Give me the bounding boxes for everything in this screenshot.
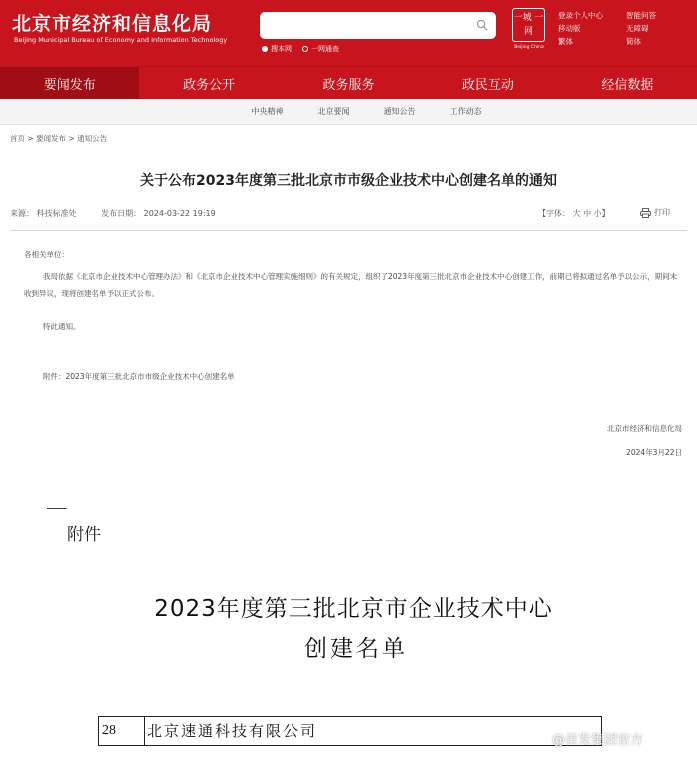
- attachment-doc-subtitle: 创建名单: [304, 636, 408, 662]
- attachment-doc-title: 2023年度第三批北京市企业技术中心: [154, 596, 553, 622]
- search-scope-options: [262, 44, 339, 54]
- article-closing: 特此通知。: [43, 322, 81, 331]
- site-logo-en: Beijing Municipal Bureau of Economy and Information Technology: [14, 36, 228, 44]
- article-paragraph: 我局依据《北京市企业技术中心管理办法》和《北京市企业技术中心管理实施细则》的有关规定，组织了2023年度第三批北京市企业技术中心创建工作，前期已将拟通过名单予以公示，期间未收到异议，现将创建名单予以正式公布。: [24, 272, 678, 298]
- table-row: [98, 716, 602, 746]
- table-cell-number: 28: [99, 717, 145, 745]
- nav-item-services[interactable]: 政务服务: [322, 77, 375, 93]
- printer-icon: [640, 208, 651, 218]
- breadcrumb[interactable]: 首页 > 要闻发布 > 通知公告: [10, 134, 108, 143]
- signature-org: 北京市经济和信息化局: [607, 424, 682, 433]
- attachment-link[interactable]: 附件：2023年度第三批北京市市级企业技术中心创建名单: [43, 372, 235, 381]
- radio-selected-icon: [262, 46, 268, 52]
- quick-link-login[interactable]: 登录个人中心: [558, 11, 603, 20]
- paw-icon: [535, 732, 549, 746]
- quick-link-accessibility[interactable]: 无障碍: [626, 24, 649, 33]
- search-scope-all[interactable]: 一网通查: [302, 44, 339, 54]
- nav-item-data[interactable]: 经信数据: [601, 77, 654, 93]
- subnav-item-central[interactable]: 中央精神: [251, 107, 284, 116]
- article-title: 关于公布2023年度第三批北京市市级企业技术中心创建名单的通知: [140, 173, 557, 189]
- subnav-item-beijing-news[interactable]: 北京要闻: [317, 107, 350, 116]
- attachment-doc-mark: [47, 508, 67, 509]
- nav-item-news[interactable]: 要闻发布: [0, 67, 139, 99]
- quick-link-simplified[interactable]: 简体: [626, 37, 641, 46]
- subnav-item-work[interactable]: 工作动态: [449, 107, 482, 116]
- search-icon[interactable]: [476, 19, 488, 31]
- watermark: [535, 729, 643, 748]
- subnav-item-notices[interactable]: 通知公告: [383, 107, 416, 116]
- search-input[interactable]: [260, 12, 496, 39]
- nav-item-interaction[interactable]: 政民互动: [461, 77, 514, 93]
- article-date: 发布日期： 2024-03-22 19:19: [101, 209, 216, 218]
- city-emblem-logo: 一城 一网: [512, 8, 545, 42]
- table-cell-company: 北京速通科技有限公司: [147, 722, 318, 740]
- site-logo-cn[interactable]: 北京市经济和信息化局: [12, 13, 213, 35]
- search-scope-site[interactable]: 搜本网: [262, 44, 292, 54]
- main-nav: [0, 66, 697, 99]
- print-label: 打印: [654, 208, 670, 217]
- article-source: 来源： 科技标准处: [10, 209, 77, 218]
- watermark-text: @首发集团官方: [552, 733, 644, 748]
- signature-date: 2024年3月22日: [626, 448, 682, 457]
- print-button[interactable]: [640, 207, 670, 218]
- nav-item-open-government[interactable]: 政务公开: [183, 77, 236, 93]
- meta-divider: [10, 230, 687, 231]
- quick-link-traditional[interactable]: 繁体: [558, 37, 573, 46]
- attachment-doc-label: 附件: [67, 525, 101, 545]
- quick-link-qa[interactable]: 智能问答: [626, 11, 656, 20]
- radio-unselected-icon: [302, 46, 308, 52]
- quick-link-mobile[interactable]: 移动版: [558, 24, 581, 33]
- city-emblem-caption: Beijing China: [514, 45, 544, 50]
- article-salutation: 各相关单位：: [24, 250, 69, 259]
- font-size-switcher[interactable]: 【字体： 大 中 小】: [538, 209, 610, 218]
- sub-nav: [0, 99, 697, 125]
- quick-links: [558, 10, 693, 47]
- site-header: [0, 0, 697, 66]
